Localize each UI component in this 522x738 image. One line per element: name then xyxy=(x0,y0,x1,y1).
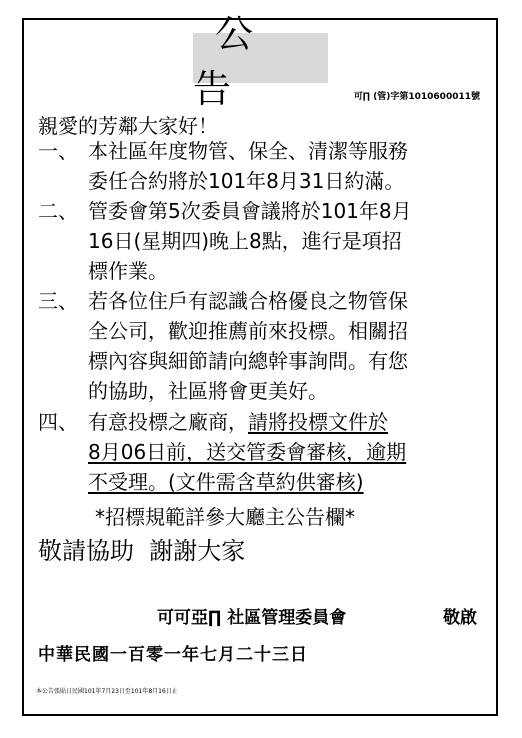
document-number: 可∏ (管)字第1010600011號 xyxy=(353,92,480,102)
item-number: 四、 xyxy=(38,410,78,434)
organization-signature: 可可亞∏ 社區管理委員會 xyxy=(157,608,347,628)
greeting: 親愛的芳鄰大家好！ xyxy=(38,114,218,138)
item-line: 標內容與細節請向總幹事詢問。有您 xyxy=(88,349,408,373)
closing-remark: 敬請協助 謝謝大家 xyxy=(38,537,246,565)
item-line: 若各位住戶有認識合格優良之物管保 xyxy=(88,289,408,313)
item-line-underlined: 8月06日前，送交管委會審核，逾期 xyxy=(88,440,407,464)
item-line: 本社區年度物管、保全、清潔等服務 xyxy=(88,139,408,163)
item-line: 委任合約將於101年8月31日約滿。 xyxy=(88,169,405,193)
item-text-underlined: 請將投標文件於 xyxy=(248,410,388,434)
issue-date: 中華民國一百零一年七月二十三日 xyxy=(38,645,308,665)
item-number: 一、 xyxy=(38,139,78,163)
item-text: 有意投標之廠商， xyxy=(88,410,248,434)
item-line: 管委會第5次委員會議將於101年8月 xyxy=(88,199,412,223)
item-line: 的協助，社區將會更美好。 xyxy=(88,379,328,403)
respectfully-closing: 敬啟 xyxy=(443,608,477,628)
posting-period-footer: 本公告張貼日民國101年7月23日至101年8月16日止 xyxy=(36,688,178,695)
item-line: 標作業。 xyxy=(88,259,168,283)
item-number: 三、 xyxy=(38,289,78,313)
bid-spec-note: *招標規範詳參大廳主公告欄* xyxy=(95,505,355,529)
item-line: 16日(星期四)晚上8點，進行是項招 xyxy=(88,229,402,253)
item-number: 二、 xyxy=(38,199,78,223)
notice-title: 公告 xyxy=(193,33,328,83)
item-line: 全公司，歡迎推薦前來投標。相關招 xyxy=(88,319,408,343)
item-line-underlined: 不受理。(文件需含草約供審核) xyxy=(88,470,364,494)
